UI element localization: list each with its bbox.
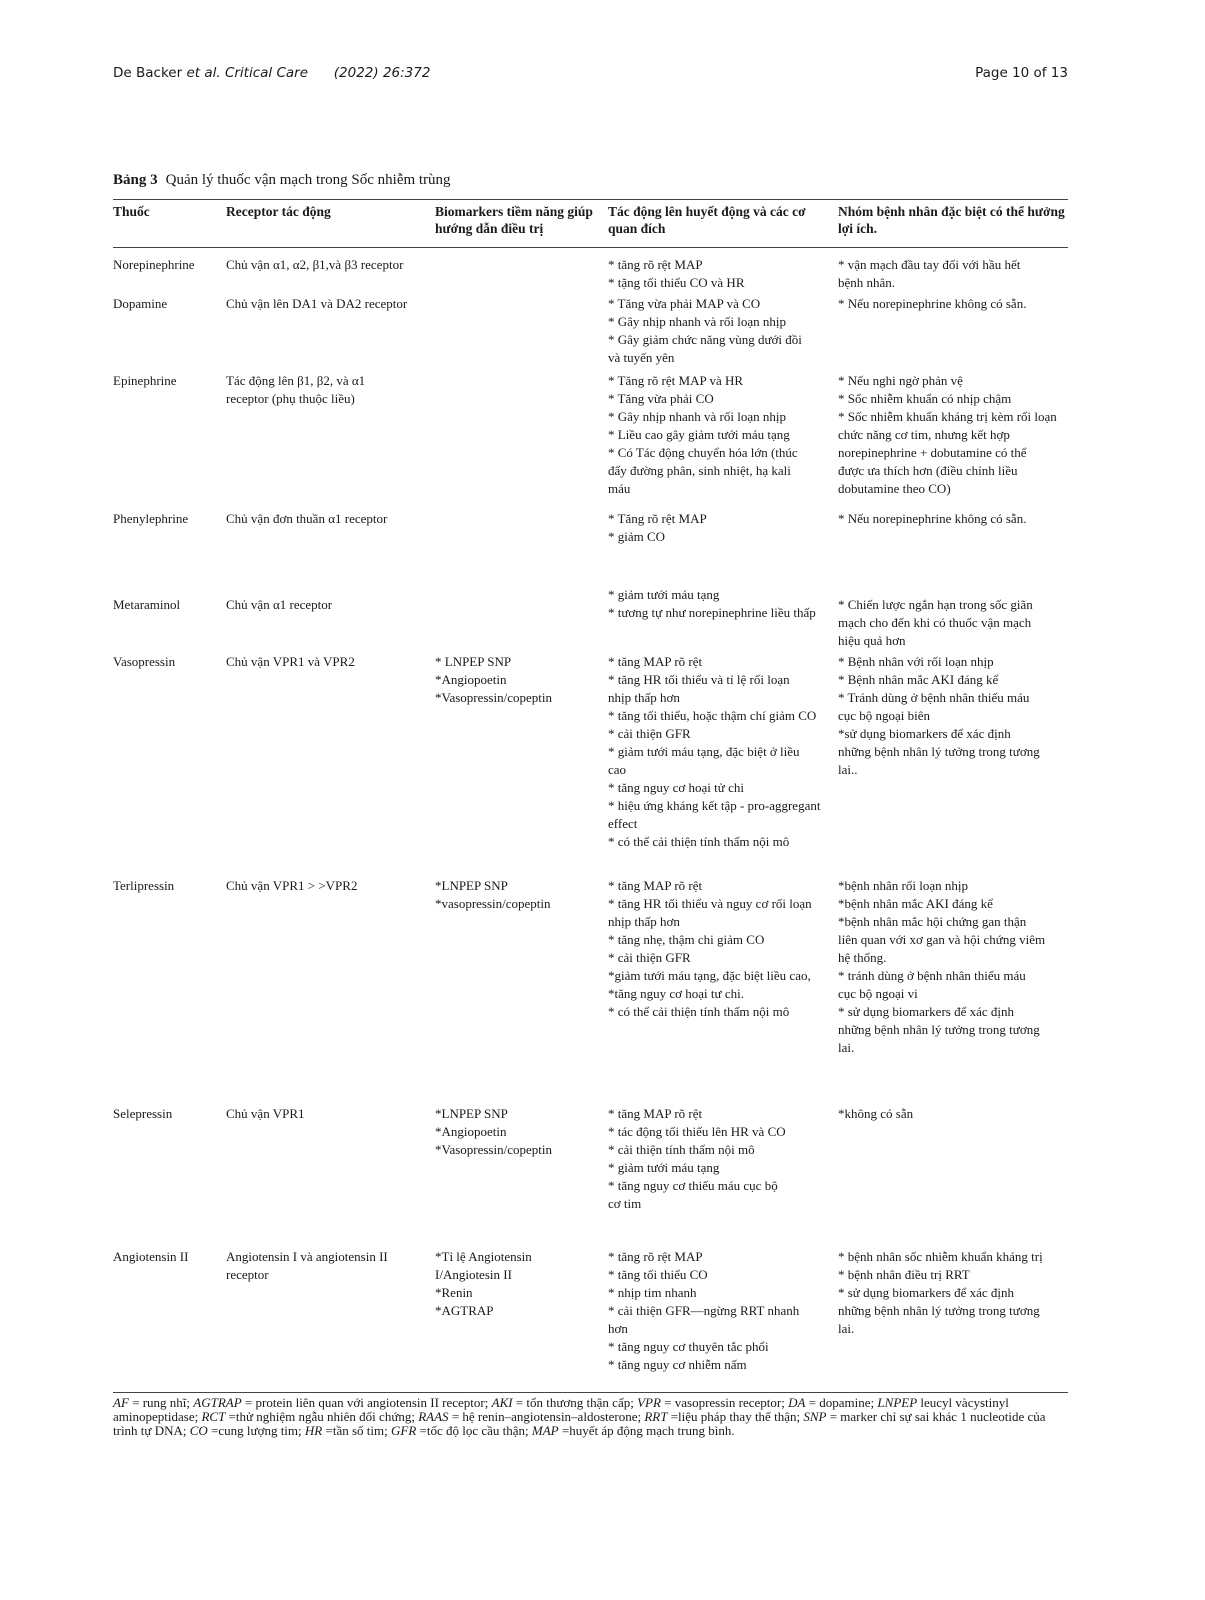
citation: (2022) 26:372 <box>333 65 431 81</box>
cell-line: những bệnh nhân lý tưởng trong tương <box>838 744 1040 759</box>
definition: =cung lượng tim; <box>207 1423 305 1438</box>
cell-line: *sử dụng biomarkers để xác định <box>838 726 1011 741</box>
cell-line: * giảm tưới máu tạng <box>608 1160 720 1175</box>
cell-line: * tăng MAP rõ rệt <box>608 1106 703 1121</box>
cell-line: Tác động lên β1, β2, và α1 <box>226 373 366 388</box>
drug-cell: Dopamine <box>113 296 168 311</box>
cell-line: Chủ vận α1, α2, β1,và β3 receptor <box>226 257 404 272</box>
cell-line: *Renin <box>435 1285 473 1300</box>
cell-line: * cải thiện GFR <box>608 950 691 965</box>
cell-line: cao <box>608 762 627 777</box>
cell-line: * nhịp tim nhanh <box>608 1285 697 1300</box>
cell-line: * Tăng rõ rệt MAP và HR <box>608 373 744 388</box>
abbreviation: LNPEP <box>877 1395 918 1410</box>
cell-line: Chủ vận đơn thuần α1 receptor <box>226 511 388 526</box>
cell-line: * tăng MAP rõ rệt <box>608 878 703 893</box>
cell-line: *AGTRAP <box>435 1303 494 1318</box>
cell-line: * LNPEP SNP <box>435 654 512 669</box>
abbreviation: AGTRAP <box>193 1395 242 1410</box>
definition: = rung nhĩ; <box>128 1395 194 1410</box>
abbreviation: AF <box>113 1395 129 1410</box>
cell-line: * Có Tác động chuyển hóa lớn (thúc <box>608 445 798 460</box>
receptor-cell <box>226 877 426 895</box>
effects-cell <box>608 586 830 622</box>
definition: leucyl vàcystinyl aminopeptidase; <box>113 1395 1009 1424</box>
effects-cell <box>608 877 830 1021</box>
patients-cell <box>838 877 1066 1057</box>
definition: =tần số tim; <box>322 1423 391 1438</box>
cell-line: và tuyến yên <box>608 350 675 365</box>
definition: =tốc độ lọc cầu thận; <box>416 1423 532 1438</box>
cell-line: * Tăng rõ rệt MAP <box>608 511 707 526</box>
cell-line: * bệnh nhân điều trị RRT <box>838 1267 970 1282</box>
cell-line: lai.. <box>838 762 858 777</box>
cell-line: * Nếu norepinephrine không có sẵn. <box>838 296 1027 311</box>
cell-line: chức năng cơ tim, nhưng kết hợp <box>838 427 1010 442</box>
col-header-effects: Tác động lên huyết động và các cơ quan đích <box>608 204 806 236</box>
cell-line: lai. <box>838 1040 855 1055</box>
patients-cell <box>838 1105 1066 1123</box>
cell-line: hệ thống. <box>838 950 887 965</box>
cell-line: *không có sẵn <box>838 1106 914 1121</box>
table-title: Quản lý thuốc vận mạch trong Sốc nhiễm trùng <box>165 172 451 188</box>
cell-line: hiệu quả hơn <box>838 633 906 648</box>
cell-line: *bệnh nhân rối loạn nhịp <box>838 878 968 893</box>
cell-line: effect <box>608 816 638 831</box>
drug-cell: Epinephrine <box>113 373 177 388</box>
col-header-receptor: Receptor tác động <box>226 204 331 219</box>
receptor-cell <box>226 596 426 614</box>
biomarkers-cell <box>435 653 605 707</box>
table-caption <box>113 172 451 189</box>
effects-cell <box>608 1248 830 1374</box>
cell-line: * Nếu nghi ngờ phản vệ <box>838 373 963 388</box>
definition: = tổn thương thận cấp; <box>512 1395 638 1410</box>
receptor-cell <box>226 295 426 313</box>
definition: = vasopressin receptor; <box>660 1395 789 1410</box>
cell-line: * tác động tối thiểu lên HR và CO <box>608 1124 786 1139</box>
drug-cell: Selepressin <box>113 1106 173 1121</box>
page-number: Page 10 of 13 <box>975 65 1068 81</box>
receptor-cell <box>226 1248 426 1284</box>
cell-line: Chủ vận α1 receptor <box>226 597 333 612</box>
cell-line: * giảm CO <box>608 529 666 544</box>
cell-line: Chủ vận VPR1 <box>226 1106 305 1121</box>
cell-line: Chủ vận VPR1 > >VPR2 <box>226 878 358 893</box>
cell-line: *Angiopoetin <box>435 672 507 687</box>
abbreviation: AKI <box>491 1395 513 1410</box>
cell-line: cục bộ ngoại vi <box>838 986 918 1001</box>
cell-line: hơn <box>608 1321 628 1336</box>
cell-line: * tăng HR tối thiểu và tỉ lệ rối loạn <box>608 672 790 687</box>
cell-line: Angiotensin I và angiotensin II <box>226 1249 388 1264</box>
cell-line: nhịp thấp hơn <box>608 690 680 705</box>
cell-line: * tăng tối thiểu, hoặc thậm chí giảm CO <box>608 708 817 723</box>
cell-line: *tăng nguy cơ hoại tư chi. <box>608 986 744 1001</box>
definition: = dopamine; <box>805 1395 878 1410</box>
page-header <box>113 63 1068 85</box>
cell-line: *LNPEP SNP <box>435 1106 508 1121</box>
cell-line: receptor (phụ thuộc liều) <box>226 391 355 406</box>
patients-cell <box>838 596 1066 650</box>
cell-line: Chủ vận lên DA1 và DA2 receptor <box>226 296 408 311</box>
cell-line: * sử dụng biomarkers để xác định <box>838 1004 1015 1019</box>
cell-line: * Liều cao gây giảm tưới máu tạng <box>608 427 790 442</box>
cell-line: * sử dụng biomarkers để xác định <box>838 1285 1015 1300</box>
biomarkers-cell <box>435 1248 605 1320</box>
cell-line: *bệnh nhân mắc hội chứng gan thận <box>838 914 1027 929</box>
cell-line: * cải thiện tính thấm nội mô <box>608 1142 755 1157</box>
definition: =liệu pháp thay thế thận; <box>667 1409 804 1424</box>
drug-cell: Norepinephrine <box>113 257 195 272</box>
cell-line: * vận mạch đầu tay đối với hầu hết <box>838 257 1021 272</box>
cell-line: * Tránh dùng ở bệnh nhân thiếu máu <box>838 690 1030 705</box>
abbreviation: RCT <box>201 1409 226 1424</box>
cell-line: * hiệu ứng kháng kết tập - pro-aggregant <box>608 798 821 813</box>
cell-line: *giảm tưới máu tạng, đặc biệt liều cao, <box>608 968 811 983</box>
receptor-cell <box>226 510 426 528</box>
definition: =huyết áp động mạch trung bình. <box>558 1423 735 1438</box>
cell-line: *LNPEP SNP <box>435 878 508 893</box>
cell-line: *bệnh nhân mắc AKI đáng kể <box>838 896 993 911</box>
cell-line: * tăng rõ rệt MAP <box>608 257 703 272</box>
cell-line: * Gây nhịp nhanh và rối loạn nhịp <box>608 409 786 424</box>
col-header-patients: Nhóm bệnh nhân đặc biệt có thể hưởng lợi ích. <box>838 204 1065 236</box>
drug-cell: Vasopressin <box>113 654 176 669</box>
effects-cell <box>608 372 830 498</box>
cell-line: *Vasopressin/copeptin <box>435 690 552 705</box>
cell-line: mạch cho đến khi có thuốc vận mạch <box>838 615 1032 630</box>
cell-line: máu <box>608 481 631 496</box>
col-header-drug: Thuốc <box>113 204 150 219</box>
cell-line: * Bệnh nhân với rối loạn nhịp <box>838 654 994 669</box>
cell-line: * tránh dùng ở bệnh nhân thiếu máu <box>838 968 1026 983</box>
cell-line: * Tăng vừa phải MAP và CO <box>608 296 761 311</box>
cell-line: * tăng nguy cơ thiếu máu cục bộ <box>608 1178 778 1193</box>
cell-line: * giảm tưới máu tạng, đặc biệt ở liều <box>608 744 800 759</box>
cell-line: cơ tim <box>608 1196 642 1211</box>
table-bottom-rule <box>113 1392 1068 1393</box>
table-footnote <box>113 1396 1068 1438</box>
effects-cell <box>608 256 830 292</box>
cell-line: * Sốc nhiễm khuẩn có nhịp chậm <box>838 391 1012 406</box>
cell-line: * tăng nguy cơ nhiễm nấm <box>608 1357 747 1372</box>
cell-line: I/Angiotesin II <box>435 1267 512 1282</box>
cell-line: * Gây giảm chức năng vùng dưới đồi <box>608 332 802 347</box>
definition: = marker chỉ sự sai khác 1 nucleotide của trình tự DNA; <box>113 1409 1046 1438</box>
drug-cell: Angiotensin II <box>113 1249 189 1264</box>
cell-line: * Chiến lược ngắn hạn trong sốc giãn <box>838 597 1033 612</box>
cell-line: * có thể cải thiện tính thấm nội mô <box>608 834 790 849</box>
cell-line: * tương tự như norepinephrine liều thấp <box>608 605 816 620</box>
cell-line: norepinephrine + dobutamine có thể <box>838 445 1027 460</box>
cell-line: cục bộ ngoại biên <box>838 708 931 723</box>
cell-line: * tăng nguy cơ thuyên tắc phổi <box>608 1339 769 1354</box>
cell-line: * tăng nhẹ, thậm chi giảm CO <box>608 932 765 947</box>
biomarkers-cell <box>435 877 605 913</box>
abbreviation: RRT <box>644 1409 668 1424</box>
effects-cell <box>608 510 830 546</box>
abbreviation: MAP <box>531 1423 559 1438</box>
abbreviation: DA <box>788 1395 806 1410</box>
cell-line: * tăng tối thiểu CO <box>608 1267 708 1282</box>
effects-cell <box>608 1105 830 1213</box>
cell-line: * cải thiện GFR—ngừng RRT nhanh <box>608 1303 800 1318</box>
cell-line: * tặng tối thiểu CO và HR <box>608 275 745 290</box>
table-top-rule <box>113 199 1068 200</box>
abbreviation: SNP <box>803 1409 827 1424</box>
cell-line: * Nếu norepinephrine không có sẵn. <box>838 511 1027 526</box>
patients-cell <box>838 372 1066 498</box>
biomarkers-cell <box>435 1105 605 1159</box>
cell-line: * Tăng vừa phải CO <box>608 391 714 406</box>
receptor-cell <box>226 372 426 408</box>
cell-line: *Angiopoetin <box>435 1124 507 1139</box>
cell-line: * tăng nguy cơ hoại tử chi <box>608 780 744 795</box>
patients-cell <box>838 295 1066 313</box>
cell-line: *Tỉ lệ Angiotensin <box>435 1249 532 1264</box>
cell-line: được ưa thích hơn (điều chỉnh liều <box>838 463 1018 478</box>
abbreviation: HR <box>304 1423 323 1438</box>
cell-line: *vasopressin/copeptin <box>435 896 551 911</box>
drug-cell: Phenylephrine <box>113 511 189 526</box>
definition: =thử nghiệm ngẫu nhiên đối chứng; <box>225 1409 419 1424</box>
drug-cell: Terlipressin <box>113 878 175 893</box>
cell-line: *Vasopressin/copeptin <box>435 1142 552 1157</box>
cell-line: những bệnh nhân lý tưởng trong tương <box>838 1303 1040 1318</box>
abbreviation: VPR <box>637 1395 661 1410</box>
cell-line: lai. <box>838 1321 855 1336</box>
cell-line: những bệnh nhân lý tưởng trong tương <box>838 1022 1040 1037</box>
table-header-rule <box>113 247 1068 248</box>
journal: et al. Critical Care <box>186 65 309 81</box>
cell-line: * bệnh nhân sốc nhiễm khuẩn kháng trị <box>838 1249 1043 1264</box>
running-head <box>113 65 430 81</box>
abbreviation: CO <box>189 1423 208 1438</box>
authors: De Backer <box>113 65 183 81</box>
patients-cell <box>838 1248 1066 1338</box>
abbreviation: GFR <box>390 1423 417 1438</box>
effects-cell <box>608 295 830 367</box>
cell-line: đẩy đường phân, sinh nhiệt, hạ kali <box>608 463 791 478</box>
receptor-cell <box>226 653 426 671</box>
cell-line: * tăng HR tối thiểu và nguy cơ rối loạn <box>608 896 812 911</box>
patients-cell <box>838 256 1066 292</box>
drug-cell: Metaraminol <box>113 597 181 612</box>
abbreviation: RAAS <box>418 1409 449 1424</box>
patients-cell <box>838 653 1066 779</box>
receptor-cell <box>226 1105 426 1123</box>
effects-cell <box>608 653 830 851</box>
patients-cell <box>838 510 1066 528</box>
definition: = hệ renin–angiotensin–aldosterone; <box>448 1409 645 1424</box>
cell-line: Chủ vận VPR1 và VPR2 <box>226 654 355 669</box>
cell-line: dobutamine theo CO) <box>838 481 951 496</box>
cell-line: receptor <box>226 1267 269 1282</box>
col-header-biomarkers: Biomarkers tiềm năng giúp hướng dẫn điều trị <box>435 204 593 236</box>
cell-line: * Bệnh nhân mắc AKI đáng kể <box>838 672 999 687</box>
receptor-cell <box>226 256 426 274</box>
cell-line: nhịp thấp hơn <box>608 914 680 929</box>
cell-line: * tăng MAP rõ rệt <box>608 654 703 669</box>
cell-line: * tăng rõ rệt MAP <box>608 1249 703 1264</box>
definition: = protein liên quan với angiotensin II receptor; <box>241 1395 492 1410</box>
cell-line: bệnh nhân. <box>838 275 896 290</box>
table-label: Bảng 3 <box>113 172 158 188</box>
cell-line: * giảm tưới máu tạng <box>608 587 720 602</box>
cell-line: * Sốc nhiễm khuẩn kháng trị kèm rối loạn <box>838 409 1057 424</box>
cell-line: * cải thiện GFR <box>608 726 691 741</box>
cell-line: * Gây nhịp nhanh và rối loạn nhịp <box>608 314 786 329</box>
cell-line: * có thể cải thiện tính thấm nội mô <box>608 1004 790 1019</box>
cell-line: liên quan với xơ gan và hội chứng viêm <box>838 932 1046 947</box>
